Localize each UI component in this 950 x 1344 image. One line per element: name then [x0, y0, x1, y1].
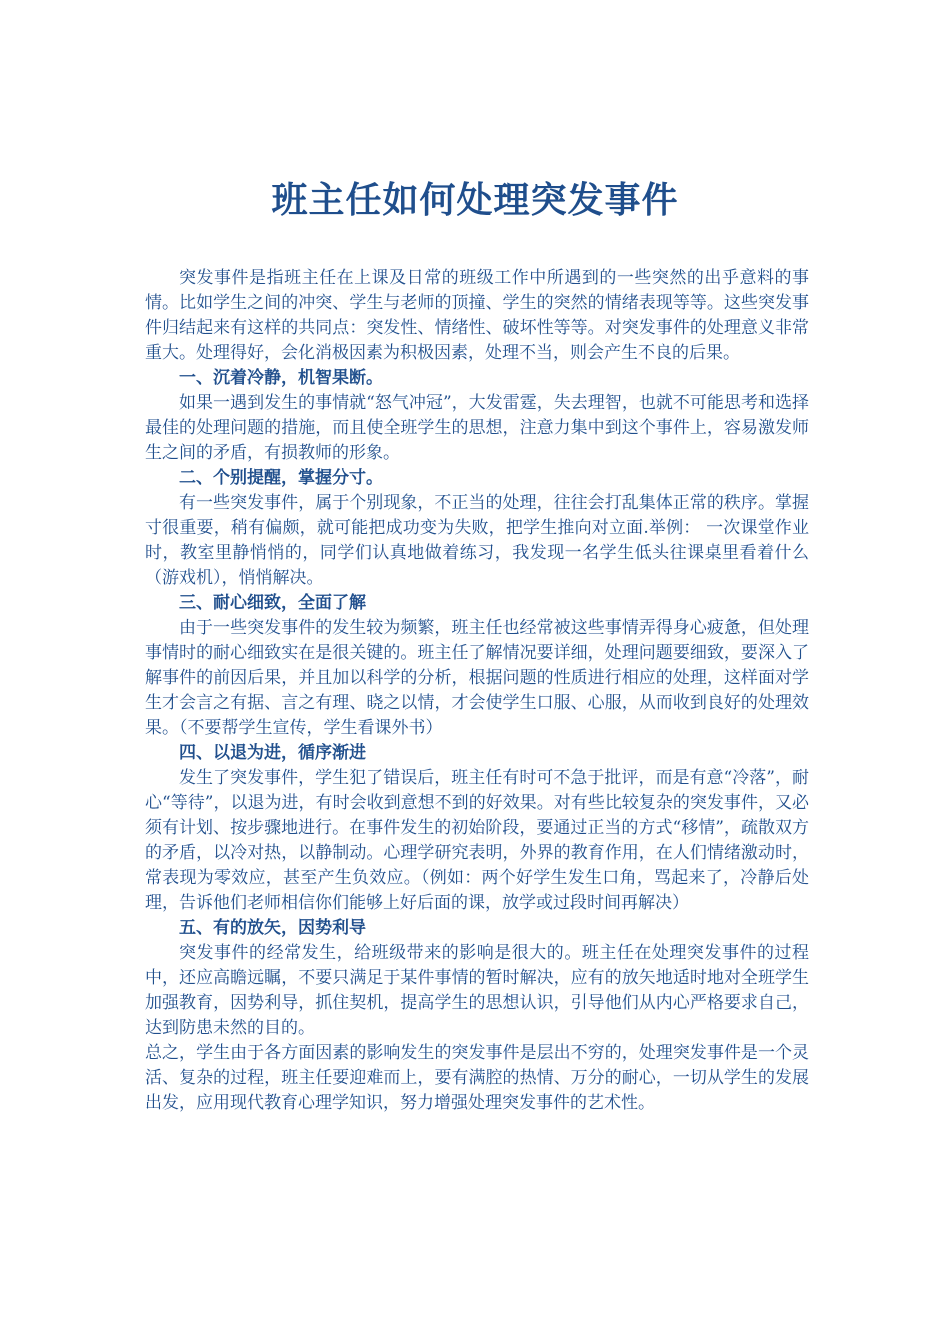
section-paragraph-4: 发生了突发事件，学生犯了错误后，班主任有时可不急于批评，而是有意“冷落”，耐心“等待”，以退为进，有时会收到意想不到的好效果。对有些比较复杂的突发事件，又必须有计划、按步骤地进行。在事件发生的初始阶段，要通过正当的方式“移情”，疏散双方的矛盾，以冷对热，以静制动。心理学研究表明，外界的教育作用，在人们情绪激动时，常表现为零效应，甚至产生负效应。（例如：两个好学生发生口角，骂起来了，冷静后处理，告诉他们老师相信你们能够上好后面的课，放学或过段时间再解决）	[145, 768, 809, 913]
section-paragraph-3: 由于一些突发事件的发生较为频繁，班主任也经常被这些事情弄得身心疲惫，但处理事情时的耐心细致实在是很关键的。班主任了解情况要详细，处理问题要细致，要深入了解事件的前因后果，并且加以科学的分析，根据问题的性质进行相应的处理，这样面对学生才会言之有据、言之有理、晓之以情，才会使学生口服、心服，从而收到良好的处理效果。（不要帮学生宣传，学生看课外书）	[145, 618, 809, 738]
intro-paragraph: 突发事件是指班主任在上课及日常的班级工作中所遇到的一些突然的出乎意料的事情。比如学生之间的冲突、学生与老师的顶撞、学生的突然的情绪表现等等。这些突发事件归结起来有这样的共同点：突发性、情绪性、破坏性等等。对突发事件的处理意义非常重大。处理得好，会化消极因素为积极因素，处理不当，则会产生不良的后果。	[145, 268, 809, 363]
document-title: 班主任如何处理突发事件	[271, 179, 679, 221]
document-body	[145, 266, 809, 1116]
section-paragraph-1: 如果一遇到发生的事情就“怒气冲冠”，大发雷霆，失去理智，也就不可能思考和选择最佳的处理问题的措施，而且使全班学生的思想，注意力集中到这个事件上，容易激发师生之间的矛盾，有损教师的形象。	[145, 393, 809, 463]
section-heading-1: 一、沉着冷静，机智果断。	[179, 368, 383, 388]
section-heading-2: 二、个别提醒，掌握分寸。	[179, 468, 383, 488]
section-paragraph-2: 有一些突发事件，属于个别现象，不正当的处理，往往会打乱集体正常的秩序。掌握寸很重要，稍有偏颇，就可能把成功变为失败，把学生推向对立面.举例： 一次课堂作业时，教室里静悄悄的，同学们认真地做着练习，我发现一名学生低头往课桌里看着什么（游戏机），悄悄解决。	[145, 493, 809, 588]
section-heading-5: 五、有的放矢，因势利导	[179, 918, 366, 938]
section-heading-3: 三、耐心细致，全面了解	[179, 593, 366, 613]
section-heading-4: 四、以退为进，循序渐进	[179, 743, 366, 763]
conclusion-paragraph: 总之，学生由于各方面因素的影响发生的突发事件是层出不穷的，处理突发事件是一个灵活、复杂的过程，班主任要迎难而上，要有满腔的热情、万分的耐心，一切从学生的发展出发，应用现代教育心理学知识，努力增强处理突发事件的艺术性。	[145, 1043, 809, 1113]
section-paragraph-5: 突发事件的经常发生，给班级带来的影响是很大的。班主任在处理突发事件的过程中，还应高瞻远瞩，不要只满足于某件事情的暂时解决，应有的放矢地适时地对全班学生加强教育，因势利导，抓住契机，提高学生的思想认识，引导他们从内心严格要求自己，达到防患未然的目的。	[145, 943, 809, 1038]
